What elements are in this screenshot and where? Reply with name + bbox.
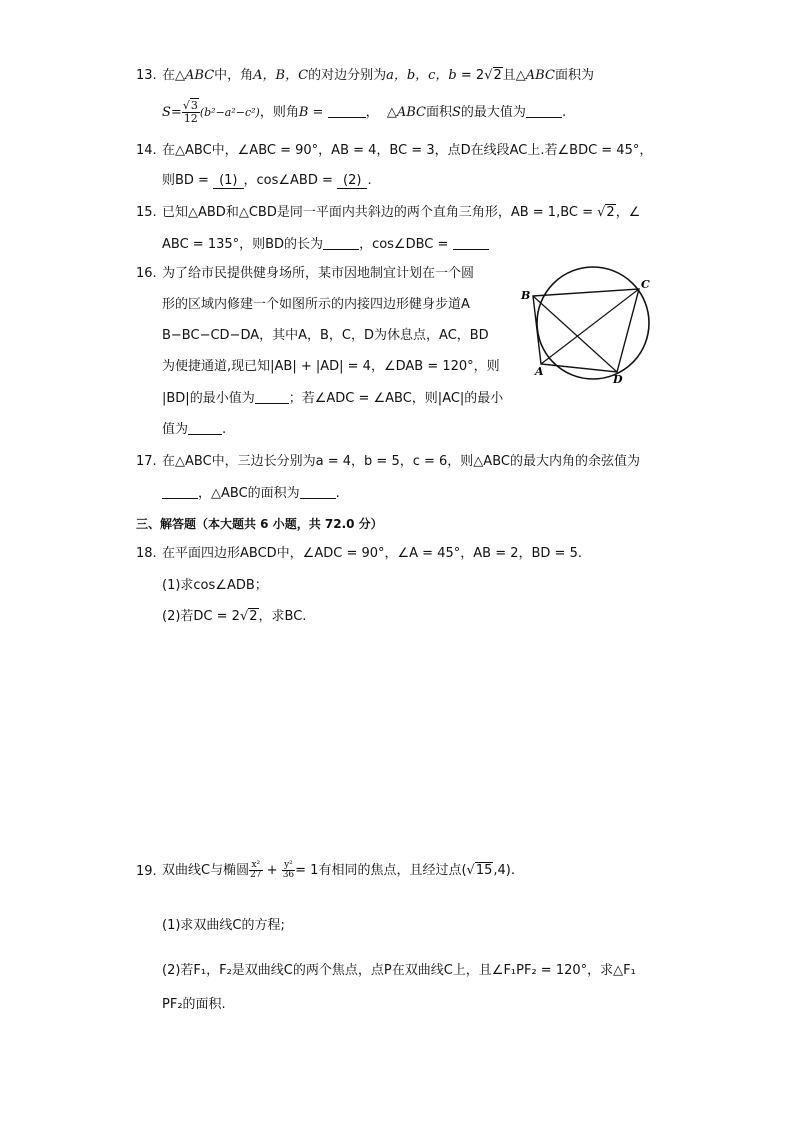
q14-answer-blank-2[interactable]: (2) xyxy=(337,173,367,189)
q18-part2: (2)若DC = 2√2，求BC. xyxy=(162,609,307,624)
q14-line2: 则BD = (1) ，cos∠ABD = (2) . xyxy=(162,173,372,188)
q19-number: 19. xyxy=(136,864,157,879)
q16-line4: 为便捷通道,现已知|AB| + |AD| = 4，∠DAB = 120°，则 xyxy=(162,359,500,374)
q16-line2: 形的区域内修建一个如图所示的内接四边形健身步道A xyxy=(162,297,470,312)
q17-answer-blank-2[interactable] xyxy=(300,484,336,499)
q18-number: 18. xyxy=(136,546,157,561)
q13-answer-blank-2[interactable] xyxy=(526,103,562,118)
q14-line1: 在△ABC中，∠ABC = 90°，AB = 4，BC = 3，点D在线段AC上.若∠BDC = 45°， xyxy=(162,143,653,158)
q13-line1: 在△ABC中，角A，B，C的对边分别为a，b，c，b = 2√2且△ABC面积为 xyxy=(162,68,594,83)
circle xyxy=(537,267,649,379)
q19-part2-line1: (2)若F₁，F₂是双曲线C的两个焦点，点P在双曲线C上，且∠F₁PF₂ = 120°，求△F₁ xyxy=(162,963,636,978)
label-C: C xyxy=(641,278,650,291)
q19-fraction-y: $\frac{\text{y²}}{36}$ xyxy=(282,860,295,880)
q15-line1: 已知△ABD和△CBD是同一平面内共斜边的两个直角三角形，AB = 1,BC = √2，∠ xyxy=(162,205,641,220)
q16-answer-blank-1[interactable] xyxy=(255,389,289,404)
q19-part1: (1)求双曲线C的方程; xyxy=(162,918,285,933)
q15-line2: ABC = 135°，则BD的长为 ，cos∠DBC = xyxy=(162,235,489,254)
q13-number: 13. xyxy=(136,68,157,83)
label-A: A xyxy=(535,365,544,378)
q15-answer-blank-1[interactable] xyxy=(323,235,359,250)
diagonal-AC xyxy=(541,289,639,364)
q17-answer-blank-1[interactable] xyxy=(162,484,198,499)
q13-line2: S= $\frac{√3}{12}$ (b²−a²−c²)，则角B = ， △ABC面积S的最大值为 . xyxy=(162,99,567,125)
q19-part2-line2: PF₂的面积. xyxy=(162,997,226,1012)
q16-answer-blank-2[interactable] xyxy=(188,420,222,435)
q16-line3: B−BC−CD−DA，其中A，B，C，D为休息点，AC，BD xyxy=(162,328,489,343)
q19-fraction-x: $\frac{\text{x²}}{27}$ xyxy=(250,860,262,880)
q17-number: 17. xyxy=(136,454,157,469)
label-D: D xyxy=(613,373,623,386)
q15-sqrt: 2 xyxy=(606,205,615,220)
q17-line2: ，△ABC的面积为 . xyxy=(162,484,340,503)
q13-sqrt: 2 xyxy=(493,68,502,83)
q16-number: 16. xyxy=(136,266,157,281)
q13-answer-blank-1[interactable] xyxy=(328,103,366,118)
q14-answer-blank-1[interactable]: (1) xyxy=(213,173,243,189)
q16-line5: |BD|的最小值为 ；若∠ADC = ∠ABC，则|AC|的最小 xyxy=(162,391,504,406)
q16-line6: 值为 . xyxy=(162,422,227,437)
q16-line1: 为了给市民提供健身场所，某市因地制宜计划在一个圆 xyxy=(162,266,475,281)
q16-circle-figure xyxy=(515,263,660,388)
q14-number: 14. xyxy=(136,143,157,158)
q15-answer-blank-2[interactable] xyxy=(453,235,489,250)
q17-line1: 在△ABC中，三边长分别为a = 4，b = 5，c = 6，则△ABC的最大内角的余弦值为 xyxy=(162,454,640,469)
label-B: B xyxy=(521,289,531,302)
q18-line1: 在平面四边形ABCD中，∠ADC = 90°，∠A = 45°，AB = 2，BD = 5. xyxy=(162,546,582,561)
q19-sqrt: 15 xyxy=(475,863,493,878)
q13-fraction: $\frac{√3}{12}$ xyxy=(182,99,198,125)
q18-sqrt: 2 xyxy=(249,609,258,624)
q15-number: 15. xyxy=(136,205,157,220)
section-heading: 三、解答题（本大题共 6 小题，共 72.0 分） xyxy=(136,517,383,531)
q18-part1: (1)求cos∠ADB； xyxy=(162,578,268,593)
q19-line1: 双曲线C与椭圆 $\frac{\text{x²}}{27}$ + $\frac{\text{y²}}{36}$ = 1有相同的焦点，且经过点(√15,4). xyxy=(162,860,515,880)
